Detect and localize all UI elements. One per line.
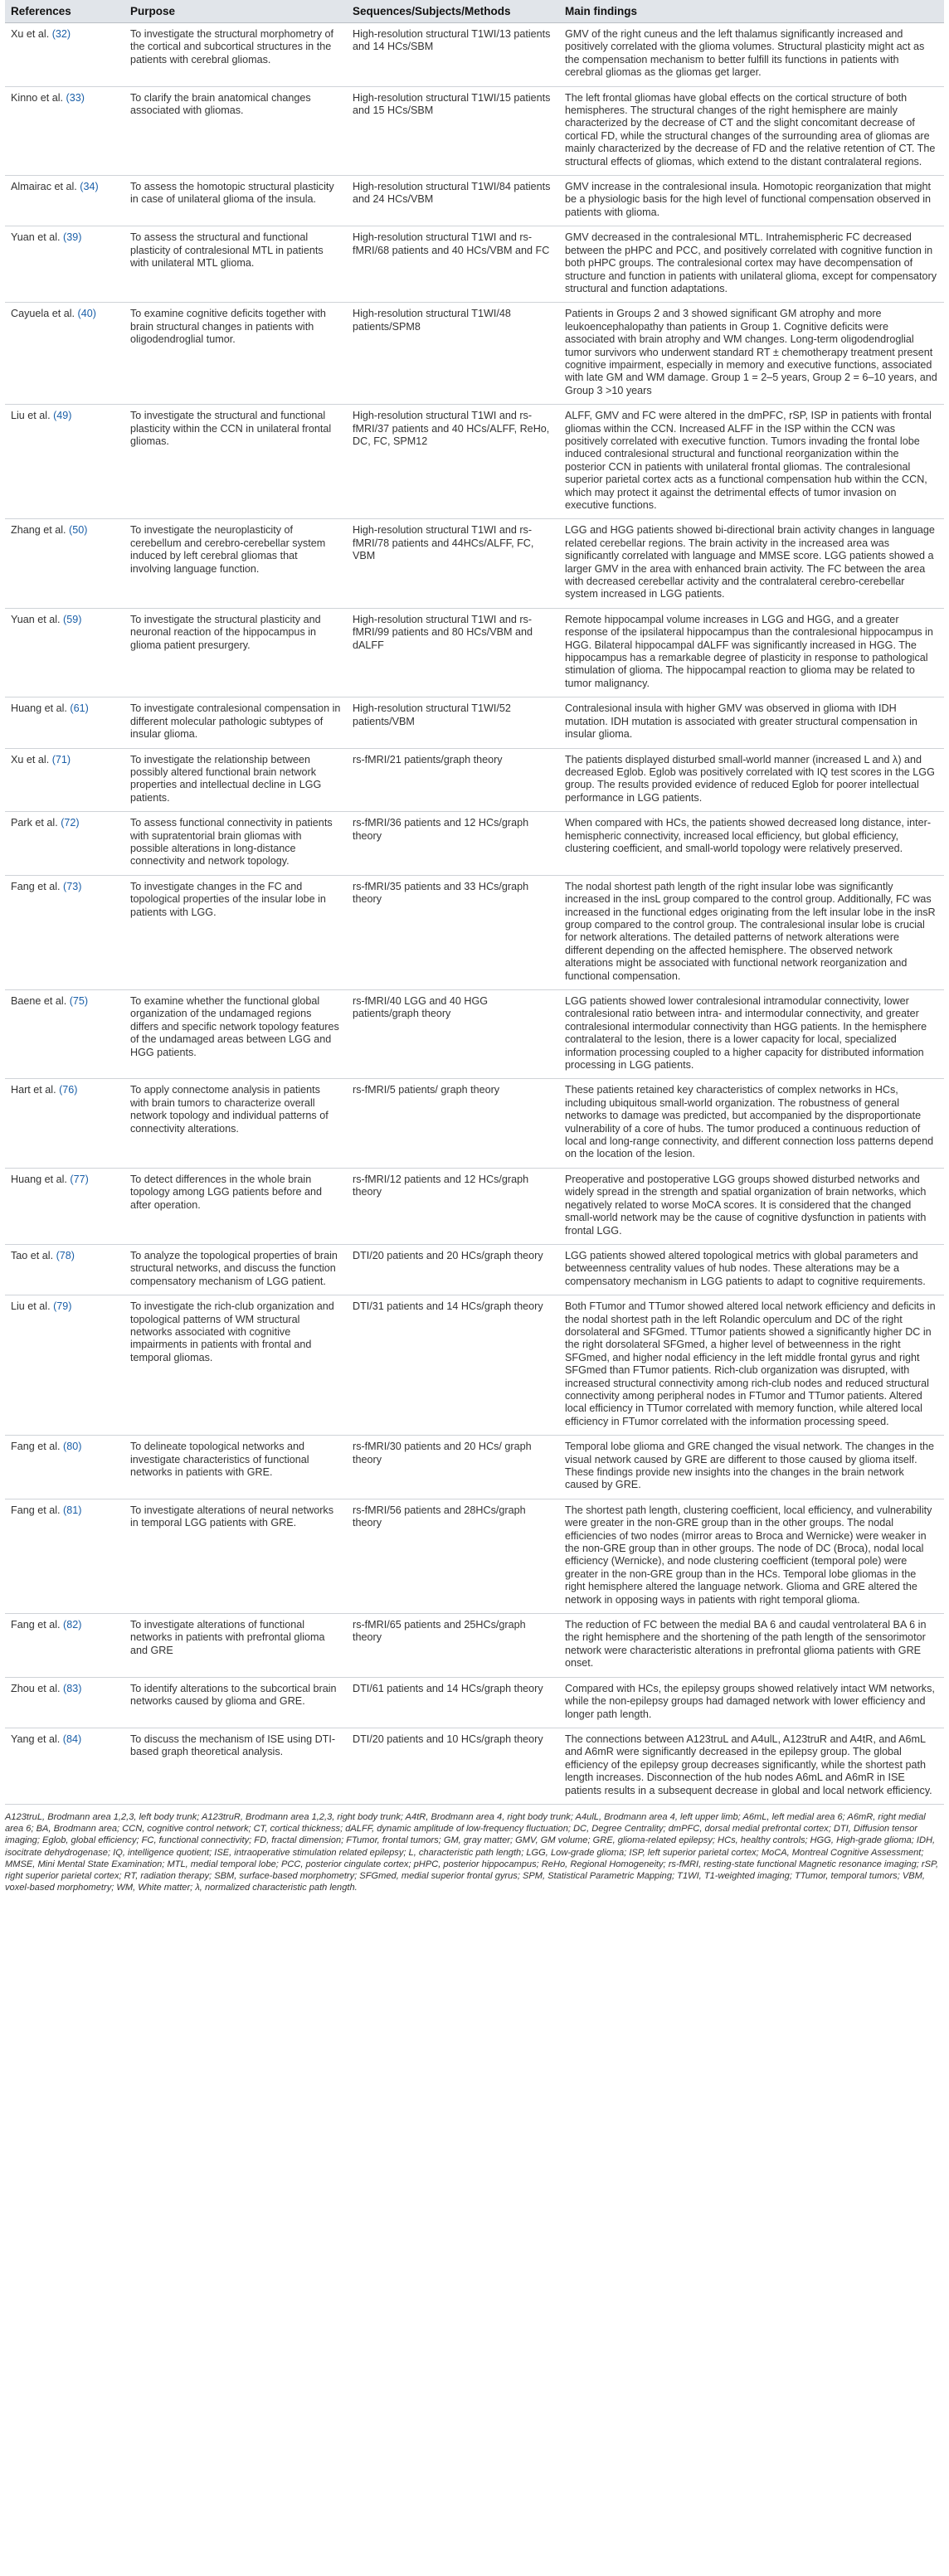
cell-methods: DTI/31 patients and 14 HCs/graph theory [347, 1295, 559, 1436]
citation-link[interactable]: (59) [63, 613, 82, 625]
citation-link[interactable]: (72) [61, 817, 80, 829]
citation-link[interactable]: (71) [51, 753, 71, 766]
reference-author: Fang et al. [11, 880, 61, 892]
cell-reference [5, 1436, 124, 1499]
cell-reference [5, 23, 124, 87]
header-references: References [5, 0, 124, 23]
cell-findings: These patients retained key characteristics of complex networks in HCs, including ubiquitous small-world organization. The robustness of general networks to damage was predicted, but accompanied by the disproportionate vulnerability of a core of hubs. The tumor produced a continuous reduction of local and long-range connectivity, and different connection loss patterns depend on the location of the lesion. [559, 1079, 944, 1168]
citation-link[interactable]: (84) [62, 1733, 82, 1745]
cell-methods: High-resolution structural T1WI/84 patients and 24 HCs/VBM [347, 176, 559, 226]
cell-findings: Both FTumor and TTumor showed altered local network efficiency and deficits in the nodal shortest path in the left Rolandic operculum and DC of the right dorsolateral and SFGmed. TTumor patients showed a significantly higher DC in the right dorsolateral SFGmed, a higher level of betweenness in the right SFGmed, and higher nodal efficiency in the left middle frontal gyrus and right SFGmed than FTumor patients. Rich-club organization was disrupted, with increased structural connectivity among rich-club nodes and reduced structural connectivity among peripheral nodes in FTumor and TTumor patients. Altered local efficiency in TTumor correlated with memory function, while altered local efficiency in FTumor correlated with the information processing speed. [559, 1295, 944, 1436]
table-footnote: A123truL, Brodmann area 1,2,3, left body trunk; A123truR, Brodmann area 1,2,3, right body trunk; A4tR, Brodmann area 4, right body trunk; A4ulL, Brodmann area 4, left upper limb; A6mL, left medial area 6; A6mR, right medial area 6; BA, Brodmann area; CCN, cognitive control network; CT, cortical thickness; dALFF, dynamic amplitude of low-frequency fluctuation; DC, Degree Centrality; dmPFC, dorsal medial prefrontal cortex; DTI, Diffusion tensor imaging; Eglob, global efficiency; FC, functional connectivity; FD, fractal dimension; FTumor, frontal tumors; GM, gray matter; GMV, GM volume; GRE, glioma-related epilepsy; HCs, healthy controls; HGG, High-grade glioma; IDH, isocitrate dehydrogenase; IQ, intelligence quotient; ISE, intraoperative stimulation related epilepsy; L, characteristic path length; LGG, Low-grade glioma; ISP, left superior parietal cortex; MoCA, Montreal Cognitive Assessment; MMSE, Mini Mental State Examination; MTL, medial temporal lobe; PCC, posterior cingulate cortex; pHPC, posterior hippocampus; ReHo, Regional Homogeneity; rs-fMRI, resting-state functional Magnetic resonance imaging; rSP, right superior parietal cortex; RT, radiation therapy; SBM, surface-based morphometry; SFGmed, medial superior frontal gyrus; SPM, Statistical Parametric Mapping; T1WI, T1-weighted imaging; TTumor, temporal tumors; VBM, voxel-based morphometry; WM, White matter; λ, normalized characteristic path length. [5, 1811, 939, 1893]
cell-methods: rs-fMRI/40 LGG and 40 HGG patients/graph theory [347, 990, 559, 1079]
citation-link[interactable]: (34) [80, 181, 99, 193]
cell-reference [5, 405, 124, 519]
table-row [5, 1614, 944, 1678]
citation-link[interactable]: (73) [63, 880, 82, 892]
table-row [5, 1499, 944, 1613]
table-row [5, 812, 944, 876]
reference-author: Cayuela et al. [11, 308, 75, 320]
cell-findings: Contralesional insula with higher GMV was observed in glioma with IDH mutation. IDH mutation is associated with greater structural compensation in insular glioma. [559, 697, 944, 748]
cell-methods: rs-fMRI/5 patients/ graph theory [347, 1079, 559, 1168]
cell-findings: GMV of the right cuneus and the left thalamus significantly increased and positively correlated with the glioma volumes. Structural plasticity might act as the compensation mechanism to better fulfill its functions in patients with cerebral gliomas as the gliomas get larger. [559, 23, 944, 87]
cell-purpose: To investigate alterations of functional networks in patients with prefrontal glioma and GRE [124, 1614, 347, 1678]
citation-link[interactable]: (75) [69, 995, 89, 1007]
table-row [5, 303, 944, 405]
cell-methods: DTI/20 patients and 20 HCs/graph theory [347, 1244, 559, 1295]
cell-purpose: To investigate the structural and functional plasticity within the CCN in unilateral frontal gliomas. [124, 405, 347, 519]
cell-methods: High-resolution structural T1WI/15 patients and 15 HCs/SBM [347, 86, 559, 175]
table-row [5, 1168, 944, 1244]
cell-findings: The nodal shortest path length of the right insular lobe was significantly increased in the insL group compared to the control group. Additionally, FC was increased in the functional edges originating from the left insular lobe in the insR group compared to the control group. The contralesional insular lobe is crucial for network alterations. The detailed patterns of network alterations were different depending on the affected hemisphere. The observed network alterations might be associated with functional network reorganization and functional compensation. [559, 875, 944, 989]
table-row [5, 226, 944, 303]
table-body [5, 23, 944, 1805]
cell-findings: When compared with HCs, the patients showed decreased long distance, inter-hemispheric connectivity, increased local efficiency, but global efficiency, clustering coefficient, and small-world topology were relatively preserved. [559, 812, 944, 876]
cell-findings: Remote hippocampal volume increases in LGG and HGG, and a greater response of the ipsilateral hippocampus than the contralesional hippocampus in HGG. Bilateral hippocampal dALFF was significantly increased in HGG. The hippocampus has a remarkable degree of plasticity in response to pathological stimulation of glioma. The hippocampal reaction to glioma may be related to tumor malignancy. [559, 608, 944, 697]
citation-link[interactable]: (49) [53, 410, 72, 422]
cell-findings: The left frontal gliomas have global effects on the cortical structure of both hemispheres. The structural changes of the right hemisphere are mainly characterized by the decrease of CT and the slight concomitant decrease of cortical FD, while the structural changes of the surrounding area of gliomas are mainly characterized by the decrease of FD and the relative retention of CT. The structural effects of gliomas, which extend to the distant contralateral regions. [559, 86, 944, 175]
table-row [5, 176, 944, 226]
reference-author: Almairac et al. [11, 181, 77, 193]
reference-author: Zhou et al. [11, 1682, 61, 1694]
cell-methods: High-resolution structural T1WI and rs-fMRI/99 patients and 80 HCs/VBM and dALFF [347, 608, 559, 697]
cell-purpose: To investigate contralesional compensation in different molecular pathologic subtypes of insular glioma. [124, 697, 347, 748]
cell-findings: LGG and HGG patients showed bi-directional brain activity changes in language related cerebellar regions. The brain activity in the increased area was significantly correlated with language and MMSE score. LGG patients showed a larger GMV in the area with enhanced brain activity. The FC between the area with decreased cerebellar activity and the contralateral cerebro-cerebellar system increased in LGG patients. [559, 519, 944, 608]
citation-link[interactable]: (80) [63, 1441, 82, 1453]
cell-purpose: To detect differences in the whole brain topology among LGG patients before and after operation. [124, 1168, 347, 1244]
cell-purpose: To examine cognitive deficits together with brain structural changes in patients with oligodendroglial tumor. [124, 303, 347, 405]
cell-findings: LGG patients showed lower contralesional intramodular connectivity, lower contralesional ratio between intra- and intermodular connectivity, and greater contralesional intermodular connectivity than HGG patients. In the hemisphere contralateral to the lesion, there is a lower capacity for local, specialized information processing coupled to a higher capacity for distributed information processing in LGG patients. [559, 990, 944, 1079]
cell-methods: High-resolution structural T1WI/48 patients/SPM8 [347, 303, 559, 405]
citation-link[interactable]: (81) [63, 1504, 82, 1516]
cell-purpose: To investigate the structural morphometry of the cortical and subcortical structures in the patients with cerebral gliomas. [124, 23, 347, 87]
cell-methods: rs-fMRI/36 patients and 12 HCs/graph theory [347, 812, 559, 876]
header-findings: Main findings [559, 0, 944, 23]
cell-findings: The patients displayed disturbed small-world manner (increased L and λ) and decreased Eglob. Eglob was positively correlated with IQ test scores in the LGG group. The results provided evidence of reduced Eglob for poorer intellectual performance in LGG patients. [559, 748, 944, 812]
table-row [5, 1728, 944, 1804]
cell-reference [5, 1614, 124, 1678]
reference-author: Kinno et al. [11, 91, 64, 104]
cell-findings: GMV decreased in the contralesional MTL. Intrahemispheric FC decreased between the pHPC and PCC, and positively correlated with cognitive function in both pHPC groups. The contralesional cortex may have decompensation of structure and function in patients with unilateral glioma, except for compensatory structural and function adaptations. [559, 226, 944, 303]
cell-purpose: To investigate the neuroplasticity of cerebellum and cerebro-cerebellar system induced by left cerebral gliomas that involving language function. [124, 519, 347, 608]
table-header-row [5, 0, 944, 23]
cell-reference [5, 176, 124, 226]
cell-reference [5, 1728, 124, 1804]
cell-methods: rs-fMRI/35 patients and 33 HCs/graph theory [347, 875, 559, 989]
cell-findings: Temporal lobe glioma and GRE changed the visual network. The changes in the visual network caused by GRE are different to those caused by glioma itself. These findings provide new insights into the changes in the brain network caused by GRE. [559, 1436, 944, 1499]
citation-link[interactable]: (76) [59, 1084, 78, 1096]
reference-author: Hart et al. [11, 1084, 56, 1096]
cell-reference [5, 1079, 124, 1168]
citation-link[interactable]: (61) [70, 702, 89, 715]
cell-purpose: To discuss the mechanism of ISE using DTI-based graph theoretical analysis. [124, 1728, 347, 1804]
reference-author: Fang et al. [11, 1619, 61, 1631]
reference-author: Xu et al. [11, 753, 50, 766]
cell-methods: rs-fMRI/12 patients and 12 HCs/graph theory [347, 1168, 559, 1244]
cell-reference [5, 1295, 124, 1436]
cell-purpose: To investigate the relationship between possibly altered functional brain network properties and intellectual decline in LGG patients. [124, 748, 347, 812]
cell-findings: Compared with HCs, the epilepsy groups showed relatively intact WM networks, while the non-epilepsy groups had damaged network with lower efficiency and longer path length. [559, 1677, 944, 1728]
reference-author: Fang et al. [11, 1441, 61, 1453]
citation-link[interactable]: (40) [77, 308, 96, 320]
cell-reference [5, 1677, 124, 1728]
table-row [5, 1677, 944, 1728]
reference-author: Huang et al. [11, 1173, 67, 1185]
cell-methods: rs-fMRI/30 patients and 20 HCs/ graph theory [347, 1436, 559, 1499]
table-row [5, 748, 944, 812]
reference-author: Xu et al. [11, 28, 50, 40]
table-row [5, 1244, 944, 1295]
table-row [5, 1295, 944, 1436]
reference-author: Yang et al. [11, 1733, 61, 1745]
cell-methods: High-resolution structural T1WI and rs-fMRI/68 patients and 40 HCs/VBM and FC [347, 226, 559, 303]
cell-reference [5, 748, 124, 812]
cell-purpose: To investigate the rich-club organization and topological patterns of WM structural networks associated with cognitive impairments in patients with frontal and temporal gliomas. [124, 1295, 347, 1436]
cell-purpose: To apply connectome analysis in patients with brain tumors to characterize overall network topology and individual patterns of connectivity alterations. [124, 1079, 347, 1168]
reference-author: Fang et al. [11, 1504, 61, 1516]
cell-reference [5, 1499, 124, 1613]
cell-findings: LGG patients showed altered topological metrics with global parameters and betweenness centrality values of hub nodes. These alterations may be a compensatory mechanism in LGG patients to adapt to cognitive requirements. [559, 1244, 944, 1295]
cell-reference [5, 226, 124, 303]
cell-reference [5, 697, 124, 748]
cell-methods: High-resolution structural T1WI and rs-fMRI/37 patients and 40 HCs/ALFF, ReHo, DC, FC, SPM12 [347, 405, 559, 519]
table-row [5, 519, 944, 608]
cell-methods: DTI/61 patients and 14 HCs/graph theory [347, 1677, 559, 1728]
table-row [5, 697, 944, 748]
cell-reference [5, 812, 124, 876]
cell-purpose: To assess the homotopic structural plasticity in case of unilateral glioma of the insula. [124, 176, 347, 226]
cell-purpose: To investigate changes in the FC and topological properties of the insular lobe in patients with LGG. [124, 875, 347, 989]
cell-findings: The reduction of FC between the medial BA 6 and caudal ventrolateral BA 6 in the right hemisphere and the shortening of the path length of the sensorimotor network were characteristic alterations in prefrontal glioma patients with GRE onset. [559, 1614, 944, 1678]
reference-author: Liu et al. [11, 410, 51, 422]
citation-link[interactable]: (79) [53, 1300, 72, 1313]
header-purpose: Purpose [124, 0, 347, 23]
citation-link[interactable]: (82) [63, 1619, 82, 1631]
citation-link[interactable]: (77) [70, 1173, 89, 1185]
cell-reference [5, 1244, 124, 1295]
cell-methods: rs-fMRI/56 patients and 28HCs/graph theory [347, 1499, 559, 1613]
reference-author: Baene et al. [11, 995, 67, 1007]
table-row [5, 1436, 944, 1499]
cell-methods: rs-fMRI/21 patients/graph theory [347, 748, 559, 812]
reference-author: Zhang et al. [11, 524, 66, 537]
cell-findings: ALFF, GMV and FC were altered in the dmPFC, rSP, ISP in patients with frontal gliomas within the CCN. Increased ALFF in the ISP within the CCN was positively correlated with executive function. Tumors invading the frontal lobe induced contralesional structural and functional reorganization within the posterior CCN in patients with unilateral frontal gliomas. The contralesional superior parietal cortex acts as a functional compensation hub within the CCN, which may protect it against the detrimental effects of tumor invasion on executive functions. [559, 405, 944, 519]
cell-findings: Patients in Groups 2 and 3 showed significant GM atrophy and more leukoencephalopathy than patients in Group 1. Cognitive deficits were associated with brain atrophy and WM changes. Long-term oligodendroglial tumor survivors who underwent standard RT ± chemotherapy treatment present cognitive impairment, especially in memory and executive functions, associated with late GM and WM damage. Group 1 = 2–5 years, Group 2 = 6–10 years, and Group 3 >10 years [559, 303, 944, 405]
cell-methods: High-resolution structural T1WI/52 patients/VBM [347, 697, 559, 748]
cell-findings: Preoperative and postoperative LGG groups showed disturbed networks and widely spread in the strength and spatial organization of brain networks, which negatively related to worse MoCA scores. It is considered that the changed small-world network may be the cause of cognitive dysfunction in patients with frontal LGG. [559, 1168, 944, 1244]
cell-purpose: To investigate alterations of neural networks in temporal LGG patients with GRE. [124, 1499, 347, 1613]
cell-purpose: To identify alterations to the subcortical brain networks caused by glioma and GRE. [124, 1677, 347, 1728]
cell-purpose: To assess the structural and functional plasticity of contralesional MTL in patients with unilateral MTL glioma. [124, 226, 347, 303]
table-row [5, 23, 944, 87]
cell-purpose: To analyze the topological properties of brain structural networks, and discuss the function compensatory mechanism of LGG patient. [124, 1244, 347, 1295]
cell-reference [5, 608, 124, 697]
reference-author: Tao et al. [11, 1249, 54, 1261]
cell-purpose: To assess functional connectivity in patients with supratentorial brain gliomas with possible alterations in long-distance connectivity and network topology. [124, 812, 347, 876]
table-row [5, 405, 944, 519]
header-methods: Sequences/Subjects/Methods [347, 0, 559, 23]
cell-methods: High-resolution structural T1WI and rs-fMRI/78 patients and 44HCs/ALFF, FC, VBM [347, 519, 559, 608]
reference-author: Liu et al. [11, 1300, 51, 1313]
citation-link[interactable]: (33) [66, 91, 85, 104]
citation-link[interactable]: (50) [69, 524, 88, 537]
reference-author: Huang et al. [11, 702, 67, 715]
table-row [5, 86, 944, 175]
table-row [5, 990, 944, 1079]
table-row [5, 608, 944, 697]
cell-reference [5, 303, 124, 405]
citation-link[interactable]: (78) [56, 1249, 75, 1261]
cell-purpose: To investigate the structural plasticity and neuronal reaction of the hippocampus in glioma patient presurgery. [124, 608, 347, 697]
findings-table [5, 0, 944, 1805]
cell-purpose: To delineate topological networks and investigate characteristics of functional networks in patients with GRE. [124, 1436, 347, 1499]
table-row [5, 1079, 944, 1168]
cell-reference [5, 86, 124, 175]
cell-methods: High-resolution structural T1WI/13 patients and 14 HCs/SBM [347, 23, 559, 87]
cell-purpose: To clarify the brain anatomical changes associated with gliomas. [124, 86, 347, 175]
cell-methods: rs-fMRI/65 patients and 25HCs/graph theory [347, 1614, 559, 1678]
citation-link[interactable]: (32) [51, 28, 71, 40]
cell-findings: The connections between A123truL and A4ulL, A123truR and A4tR, and A6mL and A6mR were significantly decreased in the epilepsy group. The global efficiency of the epilepsy group decreases significantly, while the shortest path length increases. Disconnection of the hub nodes A6mL and A6mR in ISE patients results in a subsequent decrease in global and local network efficiency. [559, 1728, 944, 1804]
cell-methods: DTI/20 patients and 10 HCs/graph theory [347, 1728, 559, 1804]
citation-link[interactable]: (39) [63, 231, 82, 244]
cell-reference [5, 990, 124, 1079]
cell-findings: The shortest path length, clustering coefficient, local efficiency, and vulnerability were greater in the non-GRE group than in the other groups. The nodal efficiencies of two nodes (mirror areas to Broca and Wernicke) were weaker in the non-GRE group than in other groups. The node of DC (Broca), nodal local efficiency (Wernicke), and node clustering coefficient (temporal pole) were greater in the non-GRE group than in the HCs. Temporal lobe gliomas in the right hemisphere altered the language network. Glioma and GRE altered the network in opposing ways in patients with right temporal glioma. [559, 1499, 944, 1613]
reference-author: Park et al. [11, 817, 58, 829]
reference-author: Yuan et al. [11, 613, 61, 625]
cell-reference [5, 519, 124, 608]
cell-purpose: To examine whether the functional global organization of the undamaged regions differs and specific network topology features of the undamaged areas between LGG and HGG patients. [124, 990, 347, 1079]
table-row [5, 875, 944, 989]
cell-reference [5, 875, 124, 989]
cell-findings: GMV increase in the contralesional insula. Homotopic reorganization that might be a physiologic basis for the high level of functional compensation observed in patients with glioma. [559, 176, 944, 226]
cell-reference [5, 1168, 124, 1244]
citation-link[interactable]: (83) [63, 1682, 82, 1694]
reference-author: Yuan et al. [11, 231, 61, 244]
